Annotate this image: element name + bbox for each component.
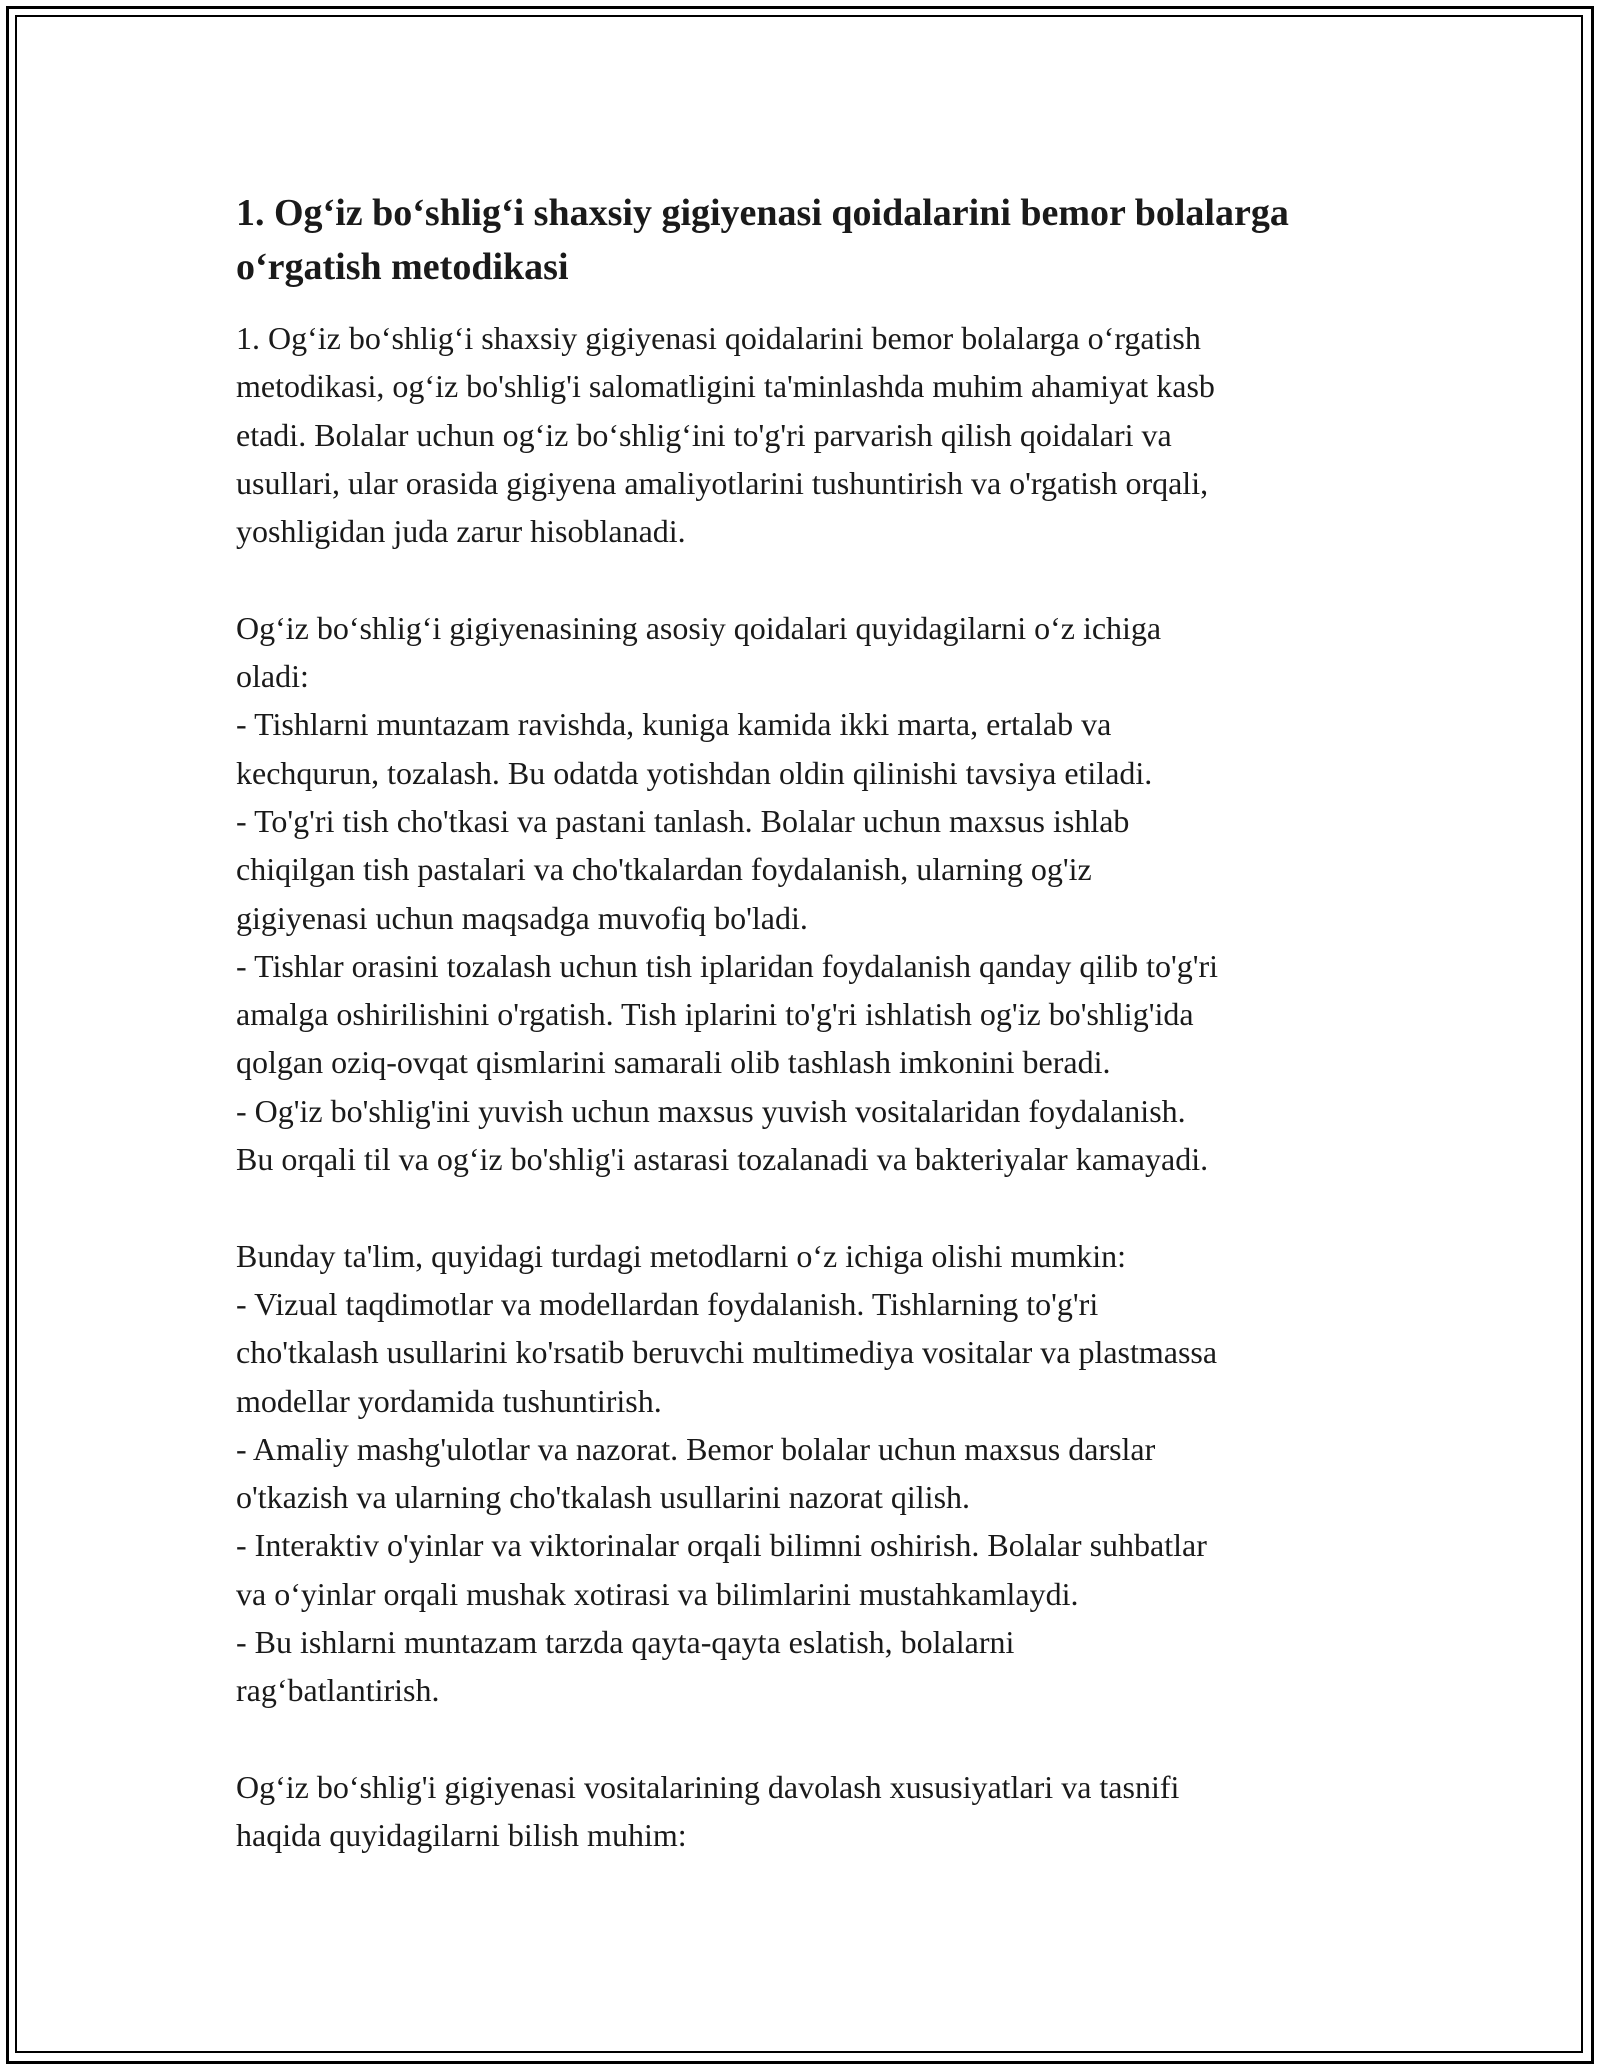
text-line: va o‘yinlar orqali mushak xotirasi va bilimlarini mustahkamlaydi. xyxy=(236,1575,1079,1612)
paragraph xyxy=(236,1763,1376,1860)
text-line: - Tishlarni muntazam ravishda, kuniga kamida ikki marta, ertalab va xyxy=(236,706,1112,743)
text-line: o'tkazish va ularning cho'tkalash usullarini nazorat qilish. xyxy=(236,1479,971,1516)
paragraph xyxy=(236,314,1376,555)
text-line: chiqilgan tish pastalari va cho'tkalardan foydalanish, ularning og'iz xyxy=(236,851,1092,888)
text-line: - To'g'ri tish cho'tkasi va pastani tanlash. Bolalar uchun maxsus ishlab xyxy=(236,802,1130,839)
text-line: kechqurun, tozalash. Bu odatda yotishdan oldin qilinishi tavsiya etiladi. xyxy=(236,754,1153,791)
text-line: metodikasi, og‘iz bo'shlig'i salomatligini ta'minlashda muhim ahamiyat kasb xyxy=(236,368,1215,405)
text-line: usullari, ular orasida gigiyena amaliyotlarini tushuntirish va o'rgatish orqali, xyxy=(236,464,1209,501)
text-line: - Og'iz bo'shlig'ini yuvish uchun maxsus yuvish vositalaridan foydalanish. xyxy=(236,1092,1186,1129)
text-line: oladi: xyxy=(236,658,309,695)
text-line: yoshligidan juda zarur hisoblanadi. xyxy=(236,513,686,550)
text-line: gigiyenasi uchun maqsadga muvofiq bo'ladi. xyxy=(236,899,808,936)
text-line: Og‘iz bo‘shlig‘i gigiyenasining asosiy qoidalari quyidagilarni o‘z ichiga xyxy=(236,609,1162,646)
document-title: 1. Og‘iz bo‘shlig‘i shaxsiy gigiyenasi qoidalarini bemor bolalarga o‘rgatish metodikasi xyxy=(236,192,1289,288)
text-line: etadi. Bolalar uchun og‘iz bo‘shlig‘ini to'g'ri parvarish qilish qoidalari va xyxy=(236,416,1172,453)
document-body xyxy=(236,186,1376,1860)
paragraph xyxy=(236,604,1376,1184)
text-line: haqida quyidagilarni bilish muhim: xyxy=(236,1817,687,1854)
text-line: - Bu ishlarni muntazam tarzda qayta-qayta eslatish, bolalarni xyxy=(236,1624,1015,1661)
text-line: cho'tkalash usullarini ko'rsatib beruvchi multimediya vositalar va plastmassa xyxy=(236,1334,1218,1371)
paragraph xyxy=(236,1232,1376,1715)
text-line: - Interaktiv o'yinlar va viktorinalar orqali bilimni oshirish. Bolalar suhbatlar xyxy=(236,1527,1207,1564)
paragraph-spacer xyxy=(236,555,1376,603)
text-line: qolgan oziq-ovqat qismlarini samarali olib tashlash imkonini beradi. xyxy=(236,1044,1111,1081)
text-line: rag‘batlantirish. xyxy=(236,1672,440,1709)
text-line: 1. Og‘iz bo‘shlig‘i shaxsiy gigiyenasi qoidalarini bemor bolalarga o‘rgatish xyxy=(236,320,1201,356)
text-line: modellar yordamida tushuntirish. xyxy=(236,1382,662,1419)
text-line: Bunday ta'lim, quyidagi turdagi metodlarni o‘z ichiga olishi mumkin: xyxy=(236,1237,1127,1274)
text-line: - Amaliy mashg'ulotlar va nazorat. Bemor bolalar uchun maxsus darslar xyxy=(236,1430,1156,1467)
paragraphs-container xyxy=(236,314,1376,1860)
text-line: - Vizual taqdimotlar va modellardan foydalanish. Tishlarning to'g'ri xyxy=(236,1285,1099,1322)
text-line: - Tishlar orasini tozalash uchun tish iplaridan foydalanish qanday qilib to'g'ri xyxy=(236,947,1219,984)
paragraph-spacer xyxy=(236,1183,1376,1231)
paragraph-spacer xyxy=(236,1715,1376,1763)
text-line: amalga oshirilishini o'rgatish. Tish iplarini to'g'ri ishlatish og'iz bo'shlig'ida xyxy=(236,996,1194,1033)
text-line: Bu orqali til va og‘iz bo'shlig'i astarasi tozalanadi va bakteriyalar kamayadi. xyxy=(236,1141,1209,1178)
text-line: Og‘iz bo‘shlig'i gigiyenasi vositalarining davolash xususiyatlari va tasnifi xyxy=(236,1768,1180,1805)
